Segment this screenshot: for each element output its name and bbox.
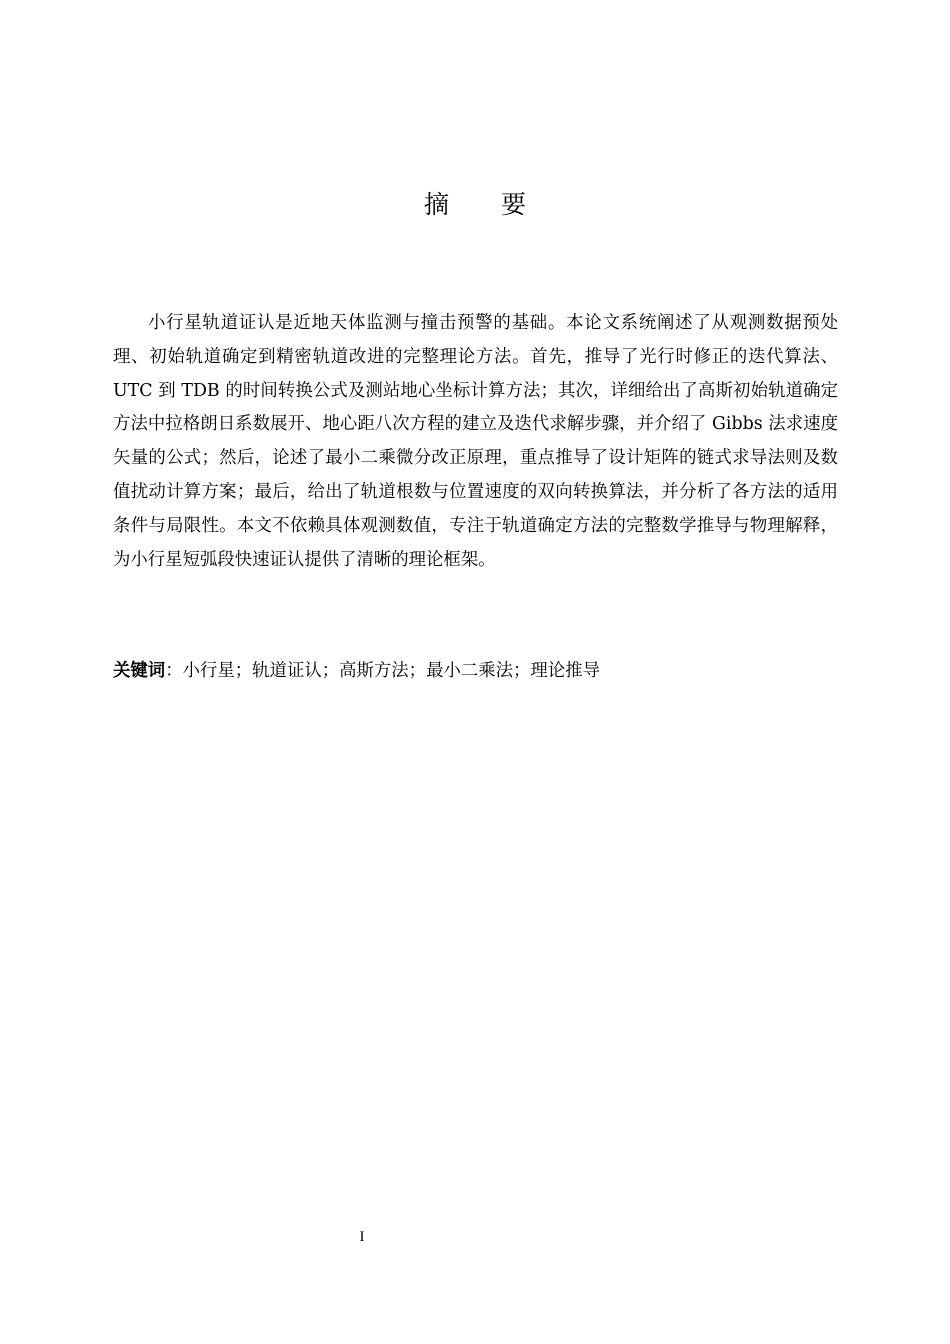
keywords-text: 小行星；轨道证认；高斯方法；最小二乘法；理论推导 [182,661,600,681]
keywords-separator: ： [165,661,183,681]
abstract-title: 摘 要 [424,190,548,219]
keywords-line [113,656,838,686]
page-number: I [359,1229,365,1245]
keywords-label: 关键词 [113,661,166,681]
abstract-body: 小行星轨道证认是近地天体监测与撞击预警的基础。本论文系统阐述了从观测数据预处理、初始轨道确定到精密轨道改进的完整理论方法。首先，推导了光行时修正的迭代算法、UTC 到 TDB 的时间转换公式及测站地心坐标计算方法；其次，详细给出了高斯初始轨道确定方法中拉格朗日系数展开、地心距八次方程的建立及迭代求解步骤，并介绍了 Gibbs 法求速度矢量的公式；然后，论述了最小二乘微分改正原理，重点推导了设计矩阵的链式求导法则及数值扰动计算方案；最后，给出了轨道根数与位置速度的双向转换算法，并分析了各方法的适用条件与局限性。本文不依赖具体观测数值，专注于轨道确定方法的完整数学推导与物理解释，为小行星短弧段快速证认提供了清晰的理论框架。 [113,313,838,570]
